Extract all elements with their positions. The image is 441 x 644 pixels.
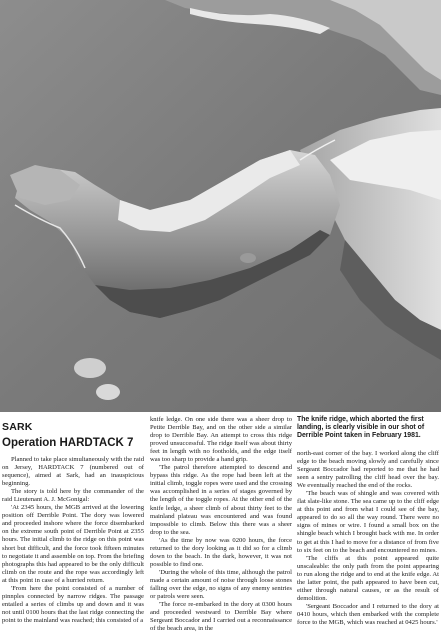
- article-headline: Operation HARDTACK 7: [2, 437, 134, 449]
- paragraph: The story is told here by the commander of the raid Lieutenant A. J. McGonigal:: [2, 488, 144, 504]
- paragraph: 'The cliffs at this point appeared quite unscaleable: the only path from the point appearing to run along the ridge and to end at the knife edge. At the latter point, the path appeared to have been cut, either through natural causes, or as the result of demolition.: [297, 554, 439, 602]
- paragraph: 'The force re-embarked in the dory at 0300 hours and proceeded westward to Derrible Bay where Sergeant Boccador and I carried out a reconnaissance of the beach area, in the: [150, 601, 292, 633]
- paragraph: 'As the time by now was 0200 hours, the force returned to the dory looking as it did so for a climb down to the beach. In the dark, however, it was not possible to find one.: [150, 536, 292, 568]
- rock-stack: [240, 253, 256, 263]
- article-kicker: SARK: [2, 421, 33, 433]
- article-column-2: [150, 412, 292, 644]
- paragraph: Planned to take place simultaneously with the raid on Jersey, HARDTACK 7 (numbered out of sequence), aimed at Sark, had an inauspicious beginning.: [2, 456, 144, 488]
- paragraph: 'During the whole of this time, although the patrol made a certain amount of noise through loose stones falling over the edge, no signs of any enemy sentries or patrols were seen.: [150, 568, 292, 601]
- paragraph: knife ledge. On one side there was a sheer drop to Petite Derrible Bay, and on the other side a similar drop to Derrible Bay. An attempt to cross this ridge proved unsuccessful. The ridge itself was about thirty feet in length with no footholds, and the edge itself was too sharp to provide a hand grip.: [150, 416, 292, 464]
- paragraph: 'The patrol therefore attempted to descend and bypass this ridge. As the rope had been left at the initial climb, toggle ropes were used and the crossing was accomplished in a series of stages governed by the length of the toggle ropes. At the other end of the knife ledge, a sheer climb of about thirty feet to the mainland plateau was encountered and was found impossible to climb. Below this there was a sheer drop to the sea.: [150, 464, 292, 536]
- islet-two: [96, 384, 120, 400]
- article-column-1: [2, 412, 144, 640]
- islet-one: [74, 358, 106, 378]
- paragraph: 'The beach was of shingle and was covered with flat slate-like stone. The sea came up to the cliff edge at this point and from what I could see of the bay, appeared to do so all the way round. There were no signs of mines or wire. I found a small box on the shingle beach which I brought back with me. In order to get at this I had to move for a distance of from five to six feet on to the beach and encountered no mines.: [297, 490, 439, 554]
- paragraph: 'Sergeant Boccador and I returned to the dory at 0410 hours, which then embarked with the complete force to the MGB, which was reached at 0425 hours.': [297, 602, 439, 626]
- paragraph: north-east corner of the bay. I worked along the cliff edge to the beach moving slowly and carefully since Sergeant Boccador had reported to me that he had seen a sentry patrolling the cliff head over the bay. We eventually reached the end of the rocks.: [297, 450, 439, 490]
- photo-caption: The knife ridge, which aborted the first landing, is clearly visible in our shot of Derrible Point taken in February 1981.: [297, 416, 425, 439]
- paragraph: 'From here the point consisted of a number of pinnples connected by narrow ridges. The passage entailed a series of climbs up and down and it was not until 0100 hours that the last ridge connecting the point to the mainland was reached; this consisted of a: [2, 584, 144, 624]
- article-column-3: [297, 412, 439, 644]
- paragraph: 'At 2345 hours, the MGB arrived at the lowering position off Derrible Point. The dory was lowered and proceeded inshore where the force disembarked on the extreme south point of Derrible Point at 2355 hours. The initial climb to the ridge on this point was short but difficult, and the force took fifteen minutes to negotiate it and assemble on top. From the briefing photographs this had appeared to be the only difficult climb on the route and the rope was accordingly left at this point in case of a hurried return.: [2, 504, 144, 584]
